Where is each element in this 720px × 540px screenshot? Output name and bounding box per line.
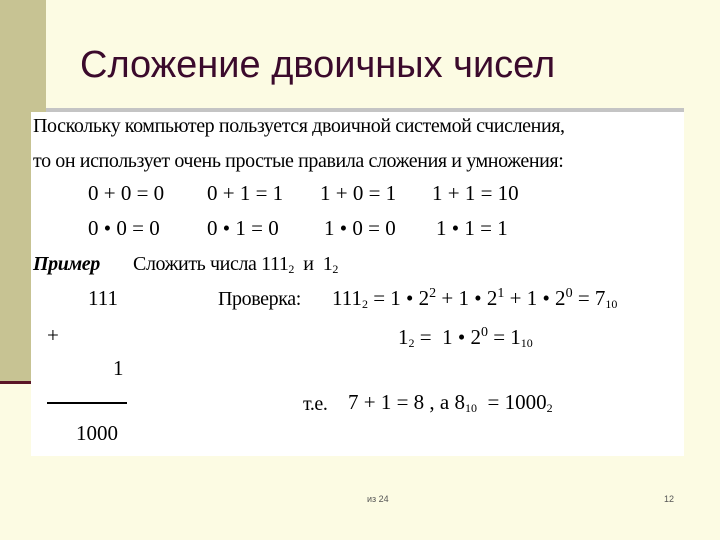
check-row-2 (398, 325, 533, 350)
check-row2-base: 2 (408, 336, 415, 350)
left-accent-line (0, 381, 31, 384)
check-row1-result: = 7 (577, 286, 606, 310)
add-rule-2: 0 + 1 = 1 (207, 181, 284, 205)
conclusion-equation (348, 390, 553, 415)
check-row2-result-base: 10 (520, 336, 533, 350)
conclusion-base1: 10 (465, 401, 478, 415)
slide-title: Сложение двоичных чисел (80, 44, 556, 86)
intro-line-1: Поскольку компьютер пользуется двоичной системой счисления, (33, 115, 565, 137)
conclusion-prefix: т.е. (303, 393, 328, 415)
example-task-base2: 2 (332, 262, 338, 276)
example-task-num2: 1 (322, 253, 333, 275)
column-second-number: 1 (113, 356, 124, 380)
check-row2-term: 1 • 2 (442, 325, 481, 349)
column-top-number: 111 (88, 286, 118, 310)
footer-page-number: 12 (664, 494, 675, 504)
check-row1-term3: + 1 • 2 (509, 286, 566, 310)
example-task-base1: 2 (288, 262, 295, 276)
column-plus-sign: + (47, 323, 59, 347)
check-row2-exp: 0 (480, 325, 488, 340)
mul-rule-4: 1 • 1 = 1 (436, 216, 508, 240)
example-task-text: Сложить числа 111 (133, 253, 289, 275)
example-task (133, 253, 338, 276)
example-task-and: и (303, 253, 314, 275)
footer-page-count: из 24 (367, 494, 389, 504)
column-result: 1000 (76, 421, 118, 445)
check-row1-exp3: 0 (565, 286, 573, 301)
check-row2-eq: = (419, 325, 432, 349)
conclusion-eq2: = 1000 (487, 390, 547, 414)
check-row1-result-base: 10 (605, 297, 618, 311)
check-row1-term2: + 1 • 2 (441, 286, 498, 310)
check-row1-exp2: 1 (497, 286, 505, 301)
add-rule-3: 1 + 0 = 1 (320, 181, 397, 205)
mul-rule-1: 0 • 0 = 0 (88, 216, 160, 240)
check-row2-result: = 1 (493, 325, 521, 349)
conclusion-eq1: 7 + 1 = 8 , а 8 (348, 390, 466, 414)
mul-rule-3: 1 • 0 = 0 (324, 216, 396, 240)
column-sum-line (47, 402, 127, 404)
mul-rule-2: 0 • 1 = 0 (207, 216, 279, 240)
example-label: Пример (33, 253, 100, 275)
check-row1-base: 2 (361, 297, 368, 311)
check-label: Проверка: (218, 288, 301, 310)
check-row2-num: 1 (398, 325, 409, 349)
check-row-1 (332, 286, 617, 311)
intro-line-2: то он использует очень простые правила сложения и умножения: (33, 150, 564, 172)
conclusion-base2: 2 (546, 401, 553, 415)
add-rule-1: 0 + 0 = 0 (88, 181, 165, 205)
check-row1-exp1: 2 (429, 286, 437, 301)
check-row1-num: 111 (332, 286, 362, 310)
check-row1-term1: = 1 • 2 (373, 286, 430, 310)
add-rule-4: 1 + 1 = 10 (432, 181, 519, 205)
